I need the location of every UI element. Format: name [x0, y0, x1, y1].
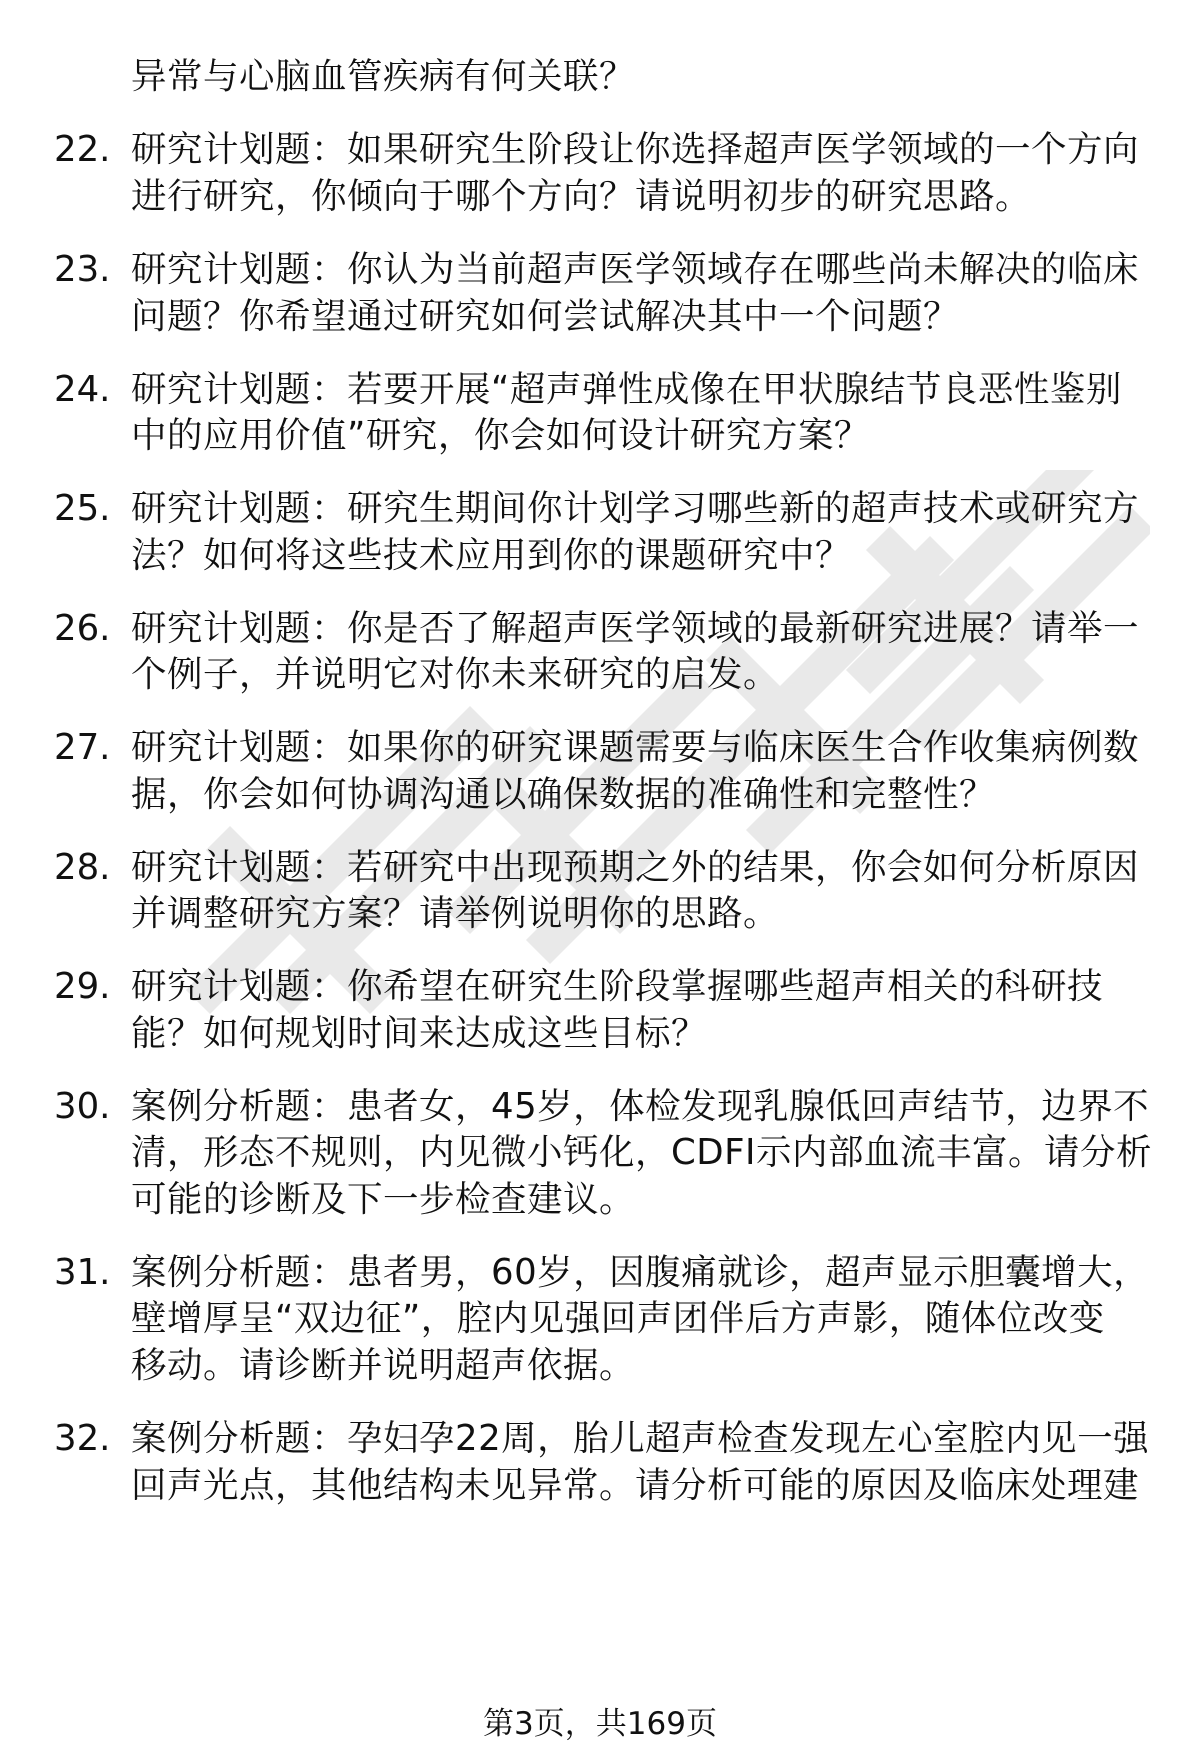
question-text: 中的应用价值”研究，你会如何设计研究方案？: [131, 415, 870, 456]
question-text: 研究计划题：若研究中出现预期之外的结果，你会如何分析原因: [131, 847, 1140, 888]
question-text: 回声光点，其他结构未见异常。请分析可能的原因及临床处理建: [131, 1465, 1140, 1506]
question-text: 案例分析题：孕妇孕22周，胎儿超声检查发现左心室腔内见一强: [131, 1418, 1150, 1459]
question-text: 研究计划题：你是否了解超声医学领域的最新研究进展？请举一: [131, 608, 1140, 649]
question-number: 32.: [54, 1418, 111, 1459]
question-text: 研究计划题：若要开展“超声弹性成像在甲状腺结节良恶性鉴别: [131, 369, 1122, 410]
question-text: 法？如何将这些技术应用到你的课题研究中？: [131, 535, 852, 576]
question-number: 27.: [54, 727, 111, 768]
question-number: 29.: [54, 966, 111, 1007]
question-number: 28.: [54, 847, 111, 888]
question-number: 25.: [54, 488, 111, 529]
question-text: 研究计划题：研究生期间你计划学习哪些新的超声技术或研究方: [131, 488, 1140, 529]
question-text: 案例分析题：患者女，45岁，体检发现乳腺低回声结节，边界不: [131, 1086, 1150, 1127]
question-text: 研究计划题：你认为当前超声医学领域存在哪些尚未解决的临床: [131, 249, 1140, 290]
question-number: 26.: [54, 608, 111, 649]
lead-line: [0, 52, 1200, 102]
question-text: 问题？你希望通过研究如何尝试解决其中一个问题？: [131, 296, 960, 337]
question-text: 进行研究，你倾向于哪个方向？请说明初步的研究思路。: [131, 176, 1032, 217]
question-text: 据，你会如何协调沟通以确保数据的准确性和完整性？: [131, 774, 996, 815]
question-text: 并调整研究方案？请举例说明你的思路。: [131, 893, 780, 934]
question-number: 31.: [54, 1252, 111, 1293]
question-text: 个例子，并说明它对你未来研究的启发。: [131, 654, 780, 695]
question-text: 案例分析题：患者男，60岁，因腹痛就诊，超声显示胆囊增大，: [131, 1252, 1150, 1293]
question-text: 移动。请诊断并说明超声依据。: [131, 1345, 636, 1386]
question-text: 研究计划题：如果研究生阶段让你选择超声医学领域的一个方向: [131, 129, 1140, 170]
question-text: 壁增厚呈“双边征”，腔内见强回声团伴后方声影，随体位改变: [131, 1298, 1105, 1339]
question-text: 研究计划题：如果你的研究课题需要与临床医生合作收集病例数: [131, 727, 1140, 768]
question-text: 清，形态不规则，内见微小钙化，CDFI示内部血流丰富。请分析: [131, 1132, 1153, 1173]
question-number: 30.: [54, 1086, 111, 1127]
page-footer: 第3页，共169页: [483, 1706, 717, 1742]
question-number: 24.: [54, 369, 111, 410]
question-text: 研究计划题：你希望在研究生阶段掌握哪些超声相关的科研技: [131, 966, 1104, 1007]
question-text: 能？如何规划时间来达成这些目标？: [131, 1013, 708, 1054]
question-number: 23.: [54, 249, 111, 290]
question-text: 可能的诊断及下一步检查建议。: [131, 1179, 636, 1220]
question-number: 22.: [54, 129, 111, 170]
lead-line-text: 异常与心脑血管疾病有何关联？: [131, 56, 636, 97]
